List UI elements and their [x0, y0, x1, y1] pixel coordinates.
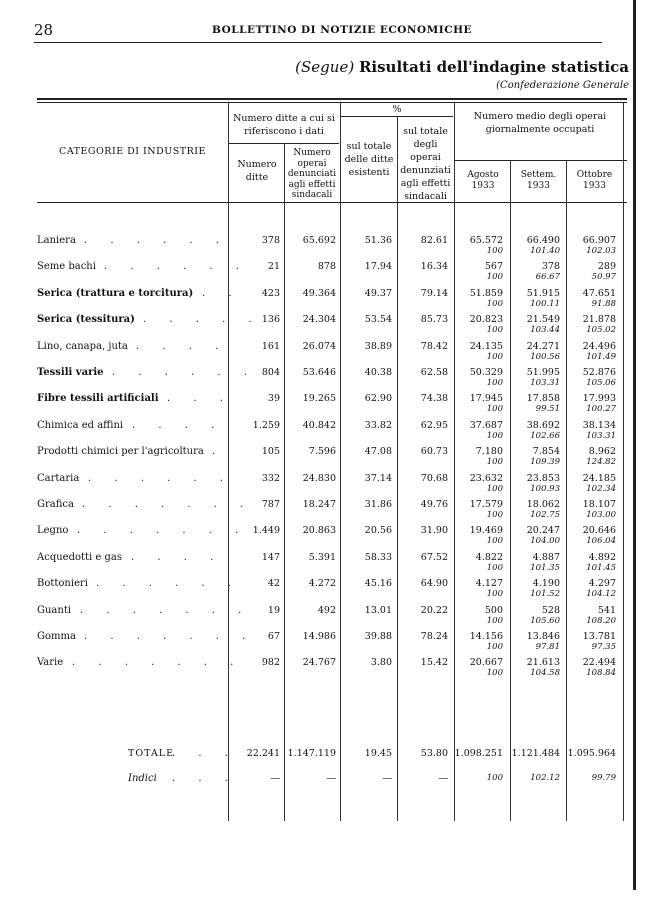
- indici-pct-operai: —: [438, 773, 448, 784]
- cell-ott: 22.494: [582, 657, 616, 669]
- table-subtitle: (Confederazione Generale: [496, 80, 629, 91]
- cell-ago: 23.632: [469, 472, 503, 484]
- cell-pct-ditte: 53.54: [364, 314, 392, 326]
- cell-pct-operai: 70.68: [420, 472, 448, 484]
- index-set: 104.58: [530, 668, 560, 679]
- index-ott: 91.88: [591, 298, 616, 309]
- index-ott: 100.27: [586, 404, 616, 415]
- indici-ott: 99.79: [591, 773, 616, 783]
- leader-dots: . . . . .: [143, 314, 262, 326]
- header-group-ditte: Numero ditte a cui si riferiscono i dati: [233, 113, 335, 137]
- cell-ago: 567: [484, 261, 503, 273]
- cell-ago: 7.180: [475, 446, 503, 458]
- category-name: Seme bachi: [37, 261, 96, 273]
- cell-ott: 4.297: [588, 578, 616, 590]
- cell-ago: 14.156: [469, 631, 503, 642]
- header-ottobre: Ottobre 1933: [576, 170, 613, 191]
- total-set: 1.121.484: [511, 748, 560, 759]
- index-ago: 100: [486, 457, 503, 468]
- header-settembre: Settem. 1933: [520, 170, 557, 191]
- cell-ditte: 1.449: [252, 525, 280, 537]
- table-top-rule: [37, 98, 627, 100]
- index-ago: 100: [486, 298, 503, 309]
- category-name: Varie: [37, 657, 64, 669]
- leader-dots: . . . .: [136, 340, 229, 352]
- index-ott: 101.49: [586, 351, 616, 362]
- cell-pct-ditte: 62.90: [364, 393, 392, 405]
- page-number: 28: [34, 21, 54, 39]
- header-group-medio: Numero medio degli operai giornalmente occupati: [473, 111, 607, 135]
- cell-pct-operai: 67.52: [420, 551, 448, 563]
- header-category: CATEGORIE DI INDUSTRIE: [59, 146, 206, 157]
- cell-ditte: 161: [261, 340, 280, 352]
- category-name: Laniera: [37, 235, 76, 246]
- col-divider: [228, 103, 229, 821]
- indici-operai: —: [326, 773, 336, 784]
- cell-ditte: 42: [267, 578, 280, 590]
- table-top-rule-thin: [37, 102, 627, 103]
- cell-pct-ditte: 17.94: [364, 261, 392, 273]
- leader-dots: . . .: [167, 393, 233, 405]
- cell-ago: 17.579: [469, 499, 503, 510]
- cell-ott: 17.993: [582, 393, 616, 405]
- leader-dots: . . . .: [131, 551, 224, 563]
- cell-operai: 19.265: [302, 393, 336, 405]
- col-divider: [510, 160, 511, 821]
- page-edge-bar: [633, 0, 636, 890]
- cell-set: 66.490: [526, 235, 560, 246]
- cell-ott: 4.892: [588, 551, 616, 563]
- cell-ago: 4.127: [475, 578, 503, 590]
- cell-operai: 20.863: [302, 525, 336, 537]
- header-numero-ditte: Numero ditte: [237, 159, 277, 183]
- cell-pct-operai: 49.76: [420, 499, 448, 510]
- index-ago: 100: [486, 378, 503, 388]
- leader-dots: . . .: [172, 748, 238, 759]
- cell-pct-operai: 60.73: [420, 446, 448, 458]
- cell-ditte: 147: [261, 551, 280, 563]
- cell-ditte: 423: [261, 287, 280, 299]
- cell-pct-ditte: 33.82: [364, 419, 392, 431]
- cell-set: 13.846: [526, 631, 560, 642]
- cell-pct-operai: 78.24: [420, 631, 448, 642]
- cell-pct-ditte: 40.38: [364, 367, 392, 378]
- running-head: BOLLETTINO DI NOTIZIE ECONOMICHE: [212, 24, 472, 36]
- cell-ott: 18.107: [582, 499, 616, 510]
- header-bottom-rule: [37, 202, 627, 203]
- cell-pct-ditte: 51.36: [364, 235, 392, 246]
- indici-set: 102.12: [530, 773, 560, 783]
- cell-pct-operai: 85.73: [420, 314, 448, 326]
- index-ago: 100: [486, 536, 503, 547]
- cell-ditte: 19: [267, 604, 280, 616]
- cell-ditte: 136: [261, 314, 280, 326]
- leader-dots: . . . . . . .: [84, 631, 256, 642]
- cell-ago: 65.572: [469, 235, 503, 246]
- header-agosto: Agosto 1933: [467, 170, 499, 191]
- cell-pct-ditte: 58.33: [364, 551, 392, 563]
- index-set: 103.44: [530, 325, 560, 336]
- cell-pct-ditte: 47.08: [364, 446, 392, 458]
- cell-pct-operai: 78.42: [420, 340, 448, 352]
- cell-pct-ditte: 13.01: [364, 604, 392, 616]
- cell-ott: 24.496: [582, 340, 616, 352]
- cell-ago: 24.135: [469, 340, 503, 352]
- index-ago: 100: [486, 483, 503, 494]
- cell-operai: 492: [317, 604, 336, 616]
- cell-operai: 24.830: [302, 472, 336, 484]
- category-name: Gomma: [37, 631, 76, 642]
- cell-operai: 24.304: [302, 314, 336, 326]
- cell-operai: 878: [317, 261, 336, 273]
- index-ott: 105.06: [586, 378, 616, 388]
- index-set: 97.81: [535, 642, 560, 652]
- cell-pct-operai: 74.38: [420, 393, 448, 405]
- cell-set: 18.062: [526, 499, 560, 510]
- cell-set: 528: [541, 604, 560, 616]
- leader-dots: . . . .: [132, 419, 225, 431]
- total-ago: 1.098.251: [454, 748, 503, 759]
- header-rule: [34, 42, 602, 43]
- cell-pct-operai: 82.61: [420, 235, 448, 246]
- cell-ago: 4.822: [475, 551, 503, 563]
- index-ago: 100: [486, 562, 503, 573]
- leader-dots: . . . . . .: [88, 472, 233, 484]
- index-ago: 100: [486, 668, 503, 679]
- cell-operai: 65.692: [302, 235, 336, 246]
- index-ott: 105.02: [586, 325, 616, 336]
- index-set: 100.56: [530, 351, 560, 362]
- category-name: Grafica: [37, 499, 74, 510]
- cell-operai: 49.364: [302, 287, 336, 299]
- cell-ago: 20.823: [469, 314, 503, 326]
- category-name: Cartaria: [37, 472, 80, 484]
- cell-pct-ditte: 38.89: [364, 340, 392, 352]
- indici-ago: 100: [486, 773, 503, 783]
- index-ago: 100: [486, 272, 503, 283]
- cell-ditte: 39: [267, 393, 280, 405]
- cell-pct-operai: 20.22: [420, 604, 448, 616]
- cell-operai: 7.596: [308, 446, 336, 458]
- category-name: Guanti: [37, 604, 72, 616]
- index-ago: 100: [486, 351, 503, 362]
- total-pct-ditte: 19.45: [364, 748, 392, 759]
- cell-ago: 17.945: [469, 393, 503, 405]
- index-ago: 100: [486, 642, 503, 652]
- cell-pct-ditte: 31.86: [364, 499, 392, 510]
- cell-set: 4.190: [532, 578, 560, 590]
- cell-set: 51.995: [526, 367, 560, 378]
- cell-ott: 21.878: [582, 314, 616, 326]
- header-numero-operai: Numero operai denunciati agli effetti sindacali: [287, 148, 337, 200]
- cell-operai: 40.842: [302, 419, 336, 431]
- index-set: 104.00: [530, 536, 560, 547]
- index-set: 102.75: [530, 510, 560, 520]
- cell-operai: 5.391: [308, 551, 336, 563]
- index-ott: 97.35: [591, 642, 616, 652]
- index-ott: 101.45: [586, 562, 616, 573]
- table-title: [295, 58, 629, 76]
- cell-operai: 26.074: [302, 340, 336, 352]
- cell-set: 7.854: [532, 446, 560, 458]
- leader-dots: . .: [202, 287, 242, 299]
- index-ott: 108.20: [586, 615, 616, 626]
- indici-pct-ditte: —: [382, 773, 392, 784]
- cell-pct-ditte: 45.16: [364, 578, 392, 590]
- cell-ditte: 982: [261, 657, 280, 669]
- cell-set: 17.858: [526, 393, 560, 405]
- cell-ago: 50.329: [469, 367, 503, 378]
- category-name: Prodotti chimici per l'agricoltura: [37, 446, 204, 458]
- index-ott: 103.00: [586, 510, 616, 520]
- index-ago: 100: [486, 404, 503, 415]
- cell-ditte: 1.259: [252, 419, 280, 431]
- index-ott: 102.34: [586, 483, 616, 494]
- index-ott: 103.31: [586, 430, 616, 441]
- cell-ott: 13.781: [582, 631, 616, 642]
- indici-label: Indici: [128, 773, 157, 784]
- total-label: TOTALE: [128, 748, 175, 759]
- cell-pct-ditte: 3.80: [370, 657, 392, 669]
- cell-ditte: 378: [261, 235, 280, 246]
- leader-dots: . . .: [172, 773, 238, 784]
- index-set: 105.60: [530, 615, 560, 626]
- col-divider: [397, 116, 398, 821]
- index-set: 101.40: [530, 246, 560, 256]
- index-set: 99.51: [535, 404, 560, 415]
- index-ago: 100: [486, 589, 503, 600]
- leader-dots: . . . . . .: [104, 261, 249, 273]
- cell-set: 51.915: [526, 287, 560, 299]
- col-divider: [566, 160, 567, 821]
- cell-ditte: 332: [261, 472, 280, 484]
- index-ago: 100: [486, 510, 503, 520]
- header-sul-totale-ditte: sul totale delle ditte esistenti: [344, 141, 394, 178]
- category-name: Bottonieri: [37, 578, 88, 590]
- index-ott: 108.84: [586, 668, 616, 679]
- cell-pct-operai: 31.90: [420, 525, 448, 537]
- index-set: 100.93: [530, 483, 560, 494]
- cell-pct-operai: 62.95: [420, 419, 448, 431]
- category-name: Fibre tessili artificiali: [37, 393, 159, 405]
- category-name: Tessili varie: [37, 367, 104, 378]
- cell-ott: 541: [597, 604, 616, 616]
- category-name: Acquedotti e gas: [37, 551, 123, 563]
- index-ago: 100: [486, 246, 503, 256]
- index-ago: 100: [486, 430, 503, 441]
- medio-group-rule: [455, 160, 627, 161]
- cell-pct-operai: 62.58: [420, 367, 448, 378]
- cell-set: 38.692: [526, 419, 560, 431]
- total-ditte: 22.241: [246, 748, 280, 759]
- cell-set: 378: [541, 261, 560, 273]
- category-name: Legno: [37, 525, 69, 537]
- index-set: 101.52: [530, 589, 560, 600]
- cell-pct-ditte: 39.88: [364, 631, 392, 642]
- cell-ott: 289: [597, 261, 616, 273]
- cell-set: 20.247: [526, 525, 560, 537]
- index-set: 66.67: [535, 272, 560, 283]
- col-divider: [454, 103, 455, 821]
- leader-dots: . . . . . .: [112, 367, 257, 378]
- cell-operai: 53.646: [302, 367, 336, 378]
- index-set: 103.31: [530, 378, 560, 388]
- cell-ott: 24.185: [582, 472, 616, 484]
- cell-pct-ditte: 37.14: [364, 472, 392, 484]
- leader-dots: . . . . . .: [84, 235, 229, 246]
- leader-dots: . . . . . . .: [82, 499, 254, 510]
- cell-ago: 51.859: [469, 287, 503, 299]
- cell-ott: 38.134: [582, 419, 616, 431]
- index-set: 102.66: [530, 430, 560, 441]
- cell-ditte: 67: [267, 631, 280, 642]
- leader-dots: . . . . . . .: [77, 525, 249, 537]
- cell-ago: 500: [484, 604, 503, 616]
- index-ott: 102.03: [586, 246, 616, 256]
- cell-operai: 18.247: [302, 499, 336, 510]
- total-pct-operai: 53.80: [420, 748, 448, 759]
- header-sul-totale-operai: sul totale degli operai denunziati agli effetti sindacali: [400, 126, 451, 202]
- cell-set: 21.549: [526, 314, 560, 326]
- cell-ott: 52.876: [582, 367, 616, 378]
- cell-pct-ditte: 49.37: [364, 287, 392, 299]
- cell-ott: 8.962: [588, 446, 616, 458]
- cell-ott: 47.651: [582, 287, 616, 299]
- index-set: 100.11: [530, 298, 560, 309]
- cell-ditte: 21: [267, 261, 280, 273]
- indici-ditte: —: [270, 773, 280, 784]
- col-divider: [340, 103, 341, 821]
- index-set: 109.39: [530, 457, 560, 468]
- total-operai: 1.147.119: [287, 748, 336, 759]
- cell-ago: 37.687: [469, 419, 503, 431]
- header-percent: %: [392, 104, 402, 115]
- cell-ott: 66.907: [582, 235, 616, 246]
- cell-ago: 19.469: [469, 525, 503, 537]
- cell-set: 21.613: [526, 657, 560, 669]
- cell-pct-ditte: 20.56: [364, 525, 392, 537]
- cell-operai: 24.767: [302, 657, 336, 669]
- index-ago: 100: [486, 615, 503, 626]
- index-ago: 100: [486, 325, 503, 336]
- index-ott: 50.97: [591, 272, 616, 283]
- leader-dots: . . . . . . .: [72, 657, 244, 669]
- category-name: Serica (trattura e torcitura): [37, 287, 194, 299]
- cell-ago: 20.667: [469, 657, 503, 669]
- title-main: Risultati dell'indagine statistica: [358, 58, 629, 76]
- cell-ott: 20.646: [582, 525, 616, 537]
- cell-ditte: 105: [261, 446, 280, 458]
- total-ott: 1.095.964: [567, 748, 616, 759]
- col-divider: [623, 103, 624, 821]
- leader-dots: .: [212, 446, 226, 458]
- index-ott: 124.82: [586, 457, 616, 468]
- cell-operai: 4.272: [308, 578, 336, 590]
- cell-set: 23.853: [526, 472, 560, 484]
- title-prefix: (Segue): [295, 58, 355, 76]
- cell-set: 24.271: [526, 340, 560, 352]
- category-name: Serica (tessitura): [37, 314, 135, 326]
- cell-set: 4.887: [532, 551, 560, 563]
- cell-ditte: 787: [261, 499, 280, 510]
- cell-pct-operai: 15.42: [420, 657, 448, 669]
- col-divider: [284, 143, 285, 821]
- category-name: Chimica ed affini: [37, 419, 124, 431]
- index-ott: 104.12: [586, 589, 616, 600]
- index-set: 101.35: [530, 562, 560, 573]
- category-name: Lino, canapa, juta: [37, 340, 128, 352]
- cell-operai: 14.986: [302, 631, 336, 642]
- cell-pct-operai: 64.90: [420, 578, 448, 590]
- cell-ditte: 804: [261, 367, 280, 378]
- leader-dots: . . . . . . .: [80, 604, 252, 616]
- leader-dots: . . . . . .: [96, 578, 241, 590]
- cell-pct-operai: 16.34: [420, 261, 448, 273]
- cell-pct-operai: 79.14: [420, 287, 448, 299]
- index-ott: 106.04: [586, 536, 616, 547]
